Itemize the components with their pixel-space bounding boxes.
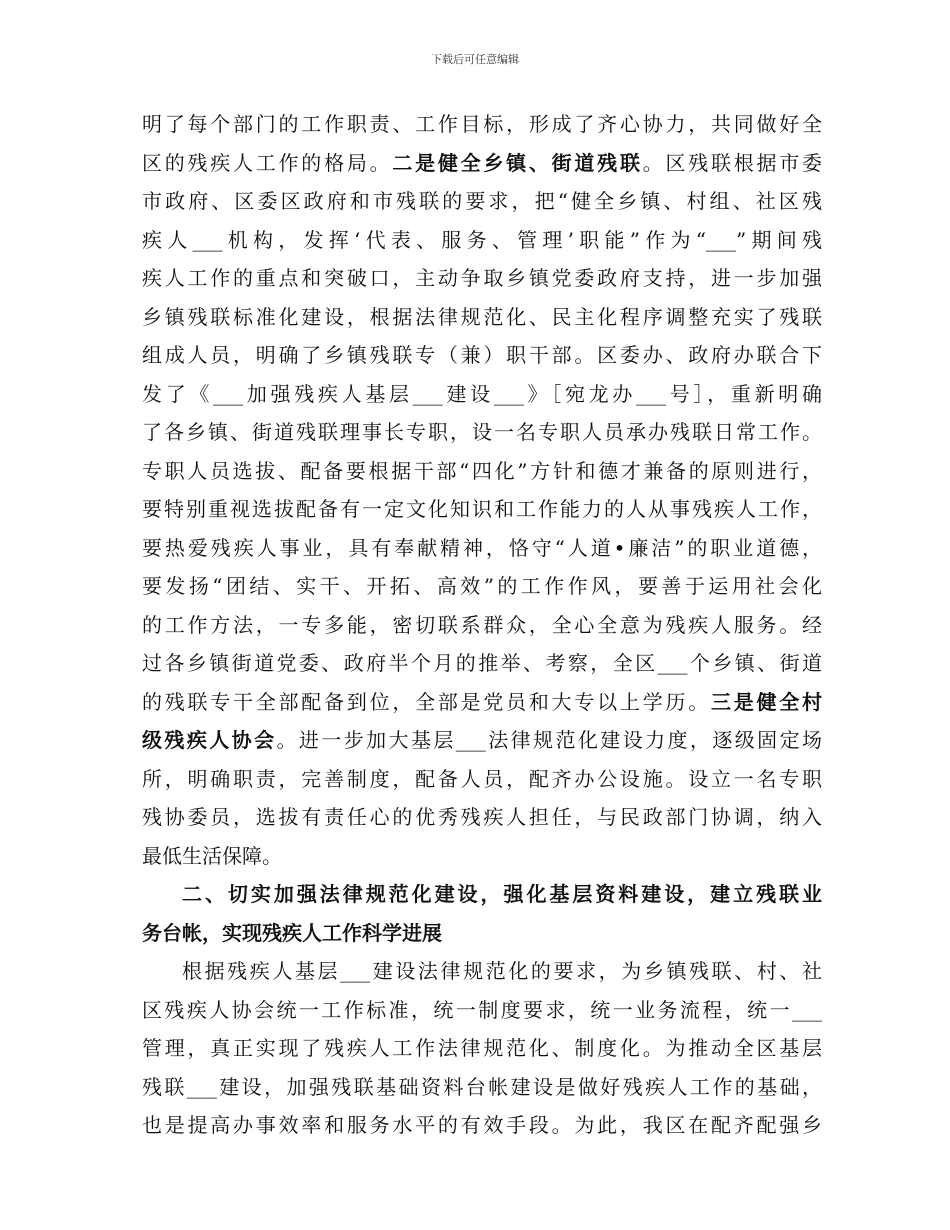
text-line: 过各乡镇街道党委、政府半个月的推举、考察，全区___个乡镇、街道 xyxy=(142,651,822,675)
text-line: 要特别重视选拔配备有一定文化知识和工作能力的人从事残疾人工作， xyxy=(142,497,822,521)
text-line: 市政府、区委区政府和市残联的要求，把“健全乡镇、村组、社区残 xyxy=(142,189,822,213)
bold-phrase: 级残疾人协会 xyxy=(142,728,277,752)
text-line: 发了《___加强残疾人基层___建设___》［宛龙办___号］，重新明确 xyxy=(142,381,822,406)
text-line: 了各乡镇、街道残联理事长专职，设一名专职人员承办残联日常工作。 xyxy=(142,420,822,444)
section-heading: 务台帐，实现残疾人工作科学进展 xyxy=(142,920,442,945)
text-line: 最低生活保障。 xyxy=(142,843,282,868)
text-line: 疾人工作的重点和突破口，主动争取乡镇党委政府支持，进一步加强 xyxy=(142,266,822,290)
text-line: 要发扬“团结、实干、开拓、高效”的工作作风，要善于运用社会化 xyxy=(142,574,822,598)
text-line: 疾人___机构，发挥‘代表、服务、管理’职能”作为“___”期间残 xyxy=(142,227,822,252)
text-line: 区的残疾人工作的格局。二是健全乡镇、街道残联。区残联根据市委 xyxy=(142,150,822,175)
text-line: 也是提高办事效率和服务水平的有效手段。为此，我区在配齐配强乡 xyxy=(142,1113,822,1137)
text-line: 组成人员，明确了乡镇残联专（兼）职干部。区委办、政府办联合下 xyxy=(142,343,822,367)
text-line: 残协委员，选拔有责任心的优秀残疾人担任，与民政部门协调，纳入 xyxy=(142,805,822,829)
bold-phrase: 二是健全乡镇、街道残联 xyxy=(392,150,643,175)
text-line: 级残疾人协会。进一步加大基层___法律规范化建设力度，逐级固定场 xyxy=(142,728,822,752)
text-line: 的工作方法，一专多能，密切联系群众，全心全意为残疾人服务。经 xyxy=(142,612,822,637)
section-heading: 二、切实加强法律规范化建设，强化基层资料建设，建立残联业 xyxy=(182,882,822,906)
bold-phrase: 三是健全村 xyxy=(710,689,822,714)
text-line: 根据残疾人基层___建设法律规范化的要求，为乡镇残联、村、社 xyxy=(182,959,822,983)
text-line: 乡镇残联标准化建设，根据法律规范化、民主化程序调整充实了残联 xyxy=(142,304,822,329)
text-line: 专职人员选拔、配备要根据干部“四化”方针和德才兼备的原则进行， xyxy=(142,458,822,483)
text-line: 残联___建设，加强残联基础资料台帐建设是做好残疾人工作的基础， xyxy=(142,1074,822,1099)
page-header: 下载后可任意编辑 xyxy=(431,53,519,66)
text-line: 明了每个部门的工作职责、工作目标，形成了齐心协力，共同做好全 xyxy=(142,112,822,136)
text-line: 所，明确职责，完善制度，配备人员，配齐办公设施。设立一名专职 xyxy=(142,766,822,791)
text-line: 管理，真正实现了残疾人工作法律规范化、制度化。为推动全区基层 xyxy=(142,1036,822,1060)
text-line: 区残疾人协会统一工作标准，统一制度要求，统一业务流程，统一___ xyxy=(142,997,822,1022)
document-body xyxy=(142,105,822,1145)
text-line: 要热爱残疾人事业，具有奉献精神，恪守“人道•廉洁”的职业道德， xyxy=(142,535,822,560)
text-line: 的残联专干全部配备到位，全部是党员和大专以上学历。三是健全村 xyxy=(142,689,822,714)
